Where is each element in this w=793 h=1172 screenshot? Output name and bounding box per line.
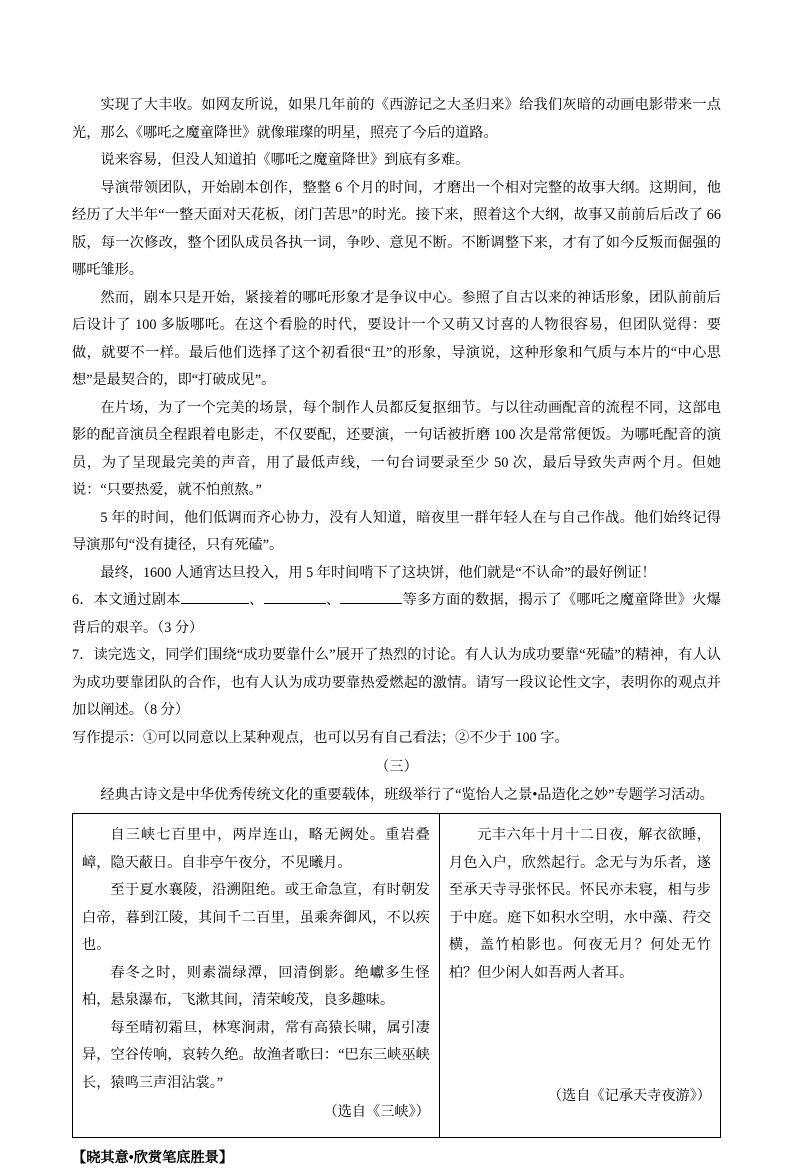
passage-left-paragraph: 至于夏水襄陵，沿溯阻绝。或王命急宣，有时朝发白帝，暮到江陵，其间千二百里，虽乘奔御风，不以疾也。	[82, 877, 430, 960]
paragraph: 最终，1600 人通宵达旦投入，用 5 年时间啃下了这块饼，他们就是“不认命”的最好例证！	[72, 560, 721, 588]
paragraph: 然而，剧本只是开始，紧接着的哪吒形象才是争议中心。参照了自古以来的神话形象，团队前前后后设计了 100 多版哪吒。在这个看脸的时代，要设计一个又萌又讨喜的人物很容易，但团队觉得：要做，就要不一样。最后他们选择了这个初看很“丑”的形象，导演说，这种形象和气质与本片的“中心思想”是最契合的，即“打破成见”。	[72, 285, 721, 395]
question-6-suffix: 等多方面的数据，揭示了《哪吒之魔童降世》火爆背后的艰辛。（3 分）	[72, 592, 721, 636]
answer-blank-3[interactable]	[340, 603, 402, 604]
passage-left-source: （选自《三峡》）	[82, 1099, 430, 1127]
paragraph: 导演带领团队，开始剧本创作，整整 6 个月的时间，才磨出一个相对完整的故事大纲。这期间，他经历了大半年“一整天面对天花板，闭门苦思”的时光。接下来，照着这个大纲，故事又前前后后改了 66 版，每一次修改，整个团队成员各执一词，争吵、意见不断。不断调整下来，才有了如今反叛而倔强的哪吒雏形。	[72, 175, 721, 285]
section-intro: 经典古诗文是中华优秀传统文化的重要载体，班级举行了“览怡人之景•品造化之妙”专题学习活动。	[72, 782, 721, 810]
passage-left-paragraph: 春冬之时，则素湍绿潭，回清倒影。绝巘多生怪柏，悬泉瀑布，飞漱其间，清荣峻茂，良多趣味。	[82, 960, 430, 1015]
activity-label: 【晓其意•欣赏笔底胜景】	[72, 1145, 721, 1172]
paragraph: 在片场，为了一个完美的场景，每个制作人员都反复抠细节。与以往动画配音的流程不同，这部电影的配音演员全程跟着电影走，不仅要配，还要演，一句话被折磨 100 次是常常便饭。为哪吒配音的演员，为了呈现最完美的声音，用了最低声线，一句台词要录至少 50 次，最后导致失声两个月。但她说：“只要热爱，就不怕煎熬。”	[72, 395, 721, 505]
passage-right-source: （选自《记承天寺夜游》）	[449, 1083, 711, 1111]
passage-left-paragraph: 自三峡七百里中，两岸连山，略无阙处。重岩叠嶂，隐天蔽日。自非亭午夜分，不见曦月。	[82, 822, 430, 877]
question-6-sep-1: 、	[249, 592, 264, 608]
table-row	[73, 814, 721, 1138]
question-6-prefix: 6．本文通过剧本	[72, 592, 181, 608]
answer-blank-1[interactable]	[181, 603, 249, 604]
question-7-tip: 写作提示：①可以同意以上某种观点，也可以另有自己看法；②不少于 100 字。	[72, 725, 721, 753]
passage-comparison-table	[72, 813, 721, 1138]
paragraph: 5 年的时间，他们低调而齐心协力，没有人知道，暗夜里一群年轻人在与自己作战。他们始终记得导演那句“没有捷径，只有死磕”。	[72, 505, 721, 560]
question-7: 7．读完选文，同学们围绕“成功要靠什么”展开了热烈的讨论。有人认为成功要靠“死磕”的精神，有人认为成功要靠团队的合作，也有人认为成功要靠热爱燃起的激情。请写一段议论性文字，表明你的观点并加以阐述。（8 分）	[72, 642, 721, 725]
question-6-sep-2: 、	[326, 592, 341, 608]
passage-right-cell	[439, 814, 720, 1138]
answer-blank-2[interactable]	[264, 603, 326, 604]
passage-left-paragraph: 每至晴初霜旦，林寒涧肃，常有高猿长啸，属引凄异，空谷传响，哀转久绝。故渔者歌曰：“巴东三峡巫峡长，猿鸣三声泪沾裳。”	[82, 1015, 430, 1098]
paragraph: 说来容易，但没人知道拍《哪吒之魔童降世》到底有多难。	[72, 147, 721, 175]
question-6	[72, 587, 721, 642]
paragraph: 实现了大丰收。如网友所说，如果几年前的《西游记之大圣归来》给我们灰暗的动画电影带来一点光，那么《哪吒之魔童降世》就像璀璨的明星，照亮了今后的道路。	[72, 92, 721, 147]
passage-right-paragraph: 元丰六年十月十二日夜，解衣欲睡，月色入户，欣然起行。念无与为乐者，遂至承天寺寻张怀民。怀民亦未寝，相与步于中庭。庭下如积水空明，水中藻、荇交横，盖竹柏影也。何夜无月？何处无竹柏？但少闲人如吾两人者耳。	[449, 822, 711, 987]
article-body	[72, 92, 721, 809]
section-label: （三）	[72, 754, 721, 782]
passage-left-cell	[73, 814, 440, 1138]
